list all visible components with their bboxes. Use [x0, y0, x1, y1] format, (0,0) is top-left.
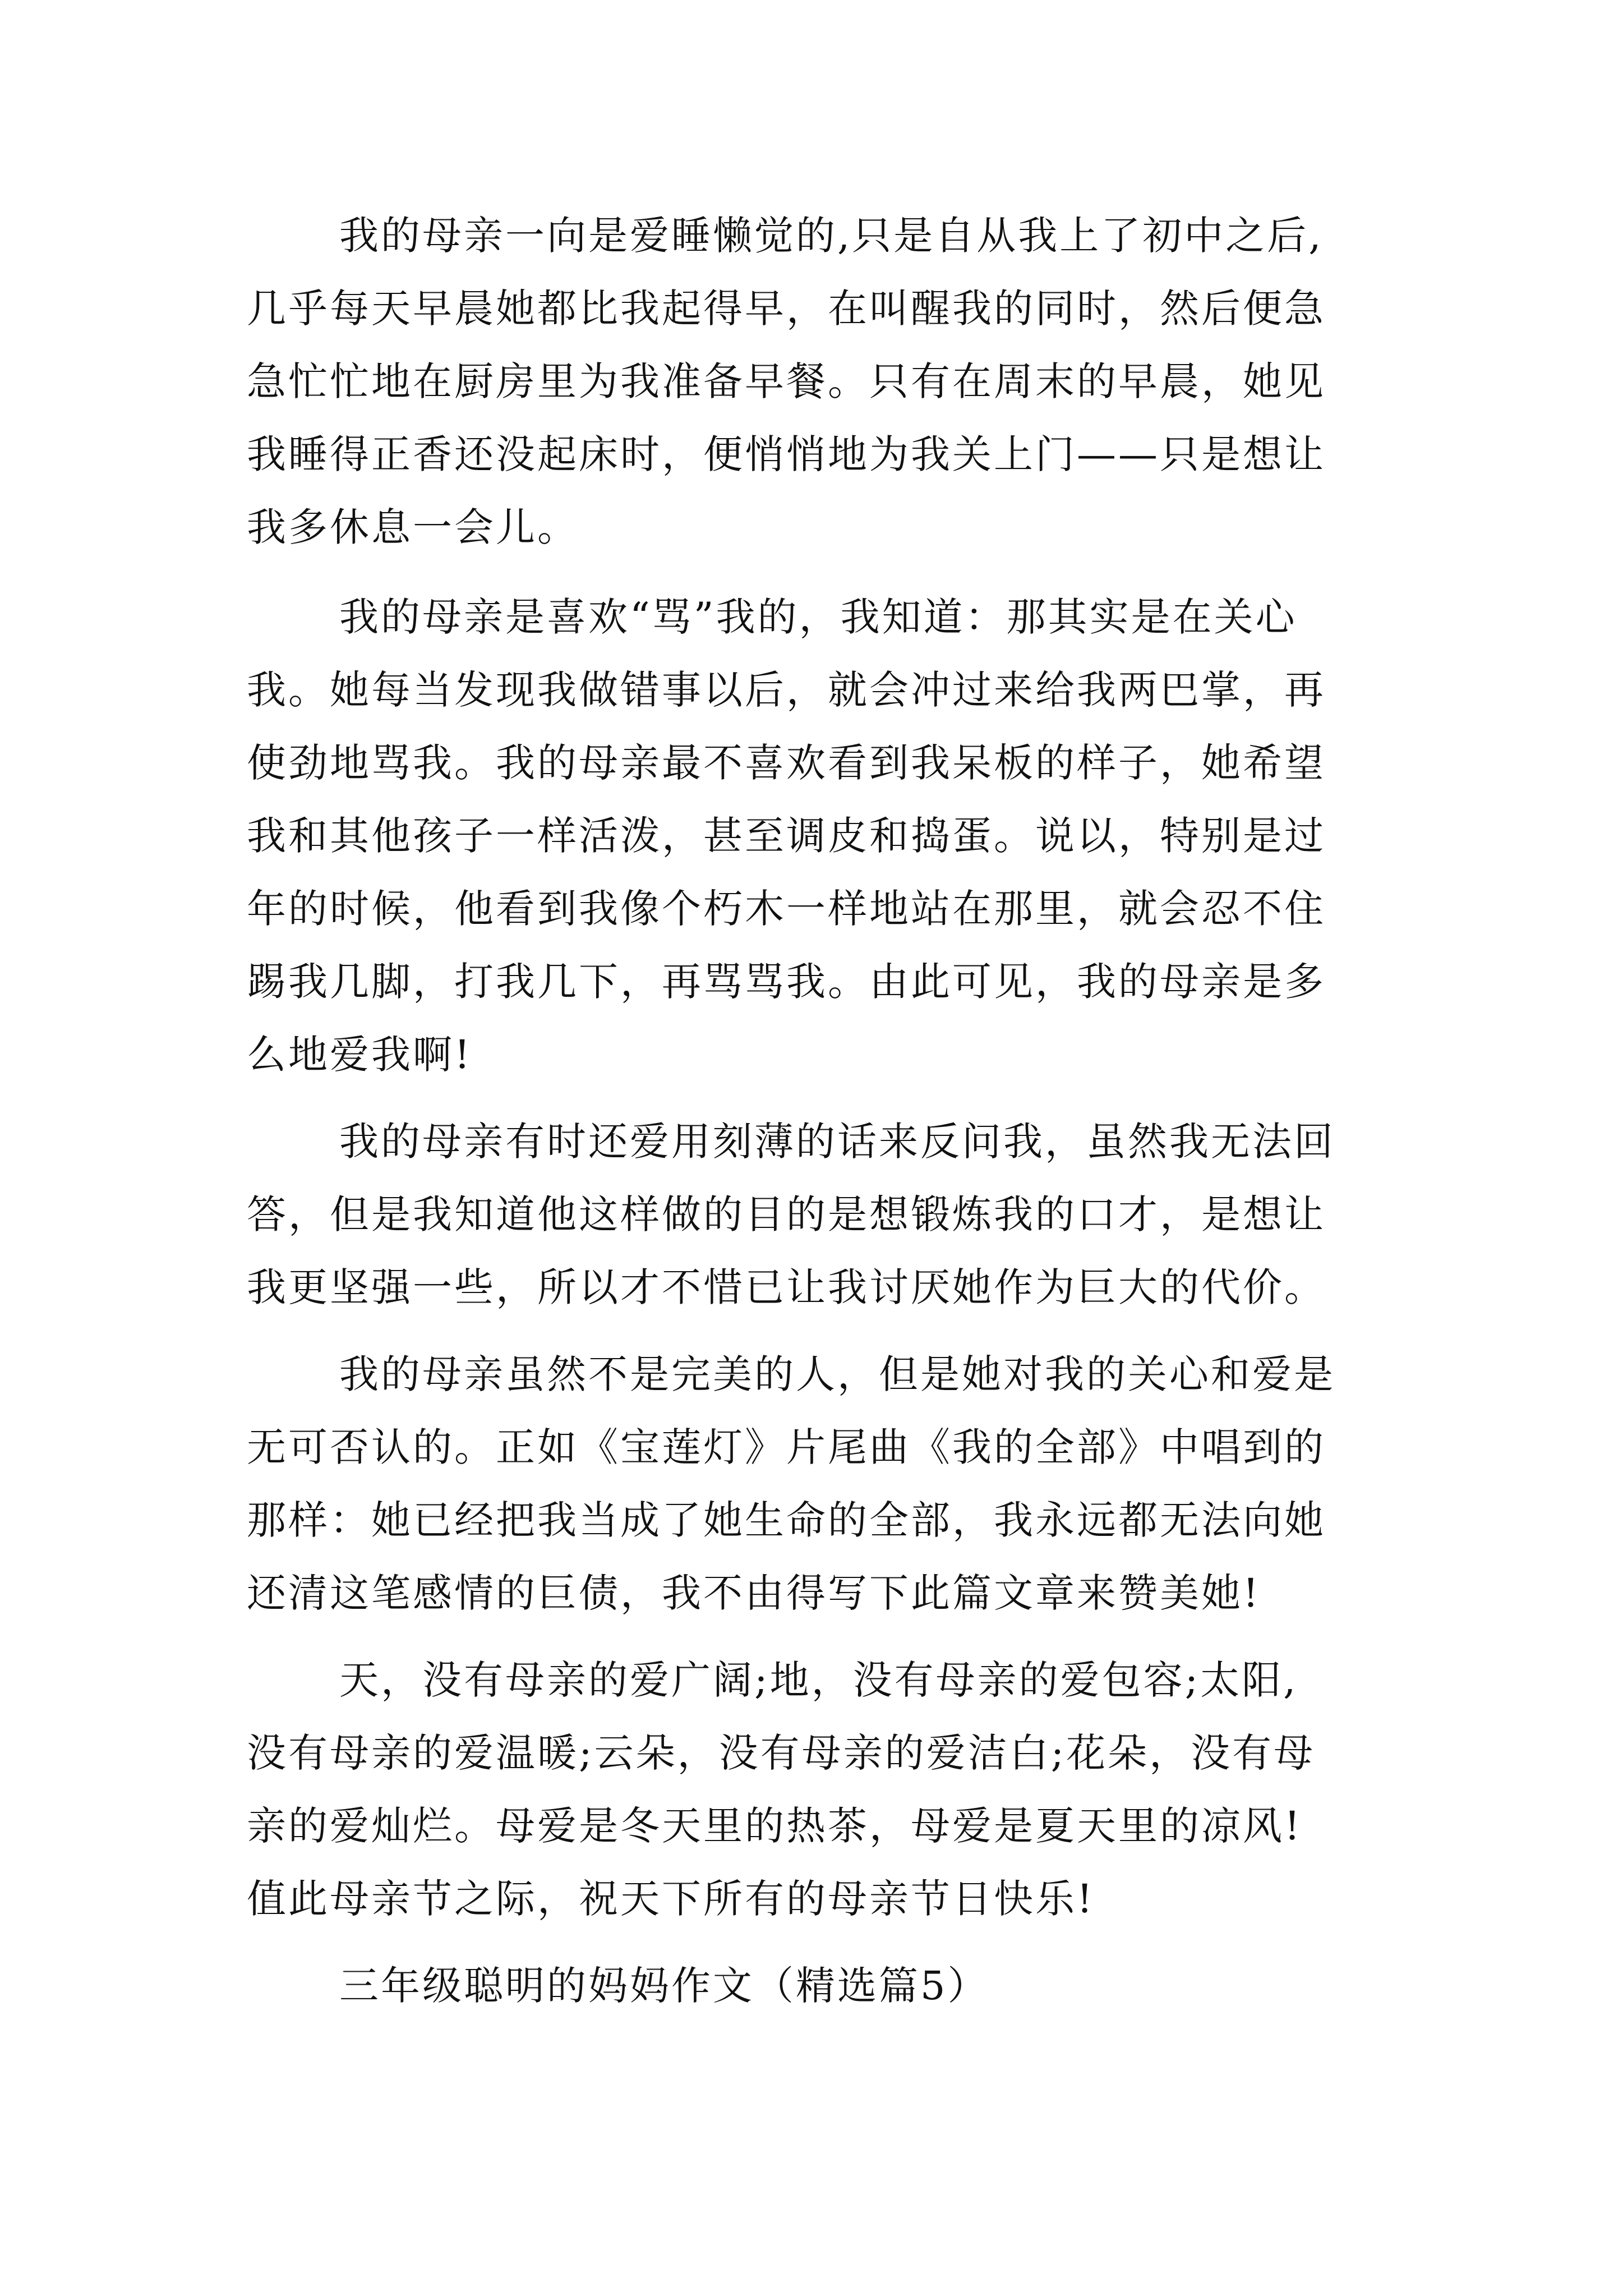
paragraph-2-line-6: 踢我几脚，打我几下，再骂骂我。由此可见，我的母亲是多: [247, 959, 1326, 1005]
paragraph-4-line-1: 我的母亲虽然不是完美的人，但是她对我的关心和爱是: [339, 1351, 1335, 1397]
paragraph-3-line-2: 答，但是我知道他这样做的目的是想锻炼我的口才，是想让: [247, 1191, 1326, 1237]
paragraph-4-line-4: 还清这笔感情的巨债，我不由得写下此篇文章来赞美她!: [247, 1570, 1261, 1616]
paragraph-2-line-4: 我和其他孩子一样活泼，甚至调皮和捣蛋。说以，特别是过: [247, 813, 1326, 859]
paragraph-1-line-4: 我睡得正香还没起床时，便悄悄地为我关上门——只是想让: [247, 431, 1326, 477]
paragraph-1-line-2: 几乎每天早晨她都比我起得早，在叫醒我的同时，然后便急: [247, 286, 1326, 332]
paragraph-4-line-2: 无可否认的。正如《宝莲灯》片尾曲《我的全部》中唱到的: [247, 1424, 1326, 1470]
paragraph-2-line-3: 使劲地骂我。我的母亲最不喜欢看到我呆板的样子，她希望: [247, 740, 1326, 786]
paragraph-3-line-3: 我更坚强一些，所以才不惜已让我讨厌她作为巨大的代价。: [247, 1264, 1326, 1310]
paragraph-5-line-2: 没有母亲的爱温暖;云朵，没有母亲的爱洁白;花朵，没有母: [247, 1730, 1316, 1776]
paragraph-5-line-4: 值此母亲节之际，祝天下所有的母亲节日快乐!: [247, 1876, 1095, 1922]
paragraph-1-line-3: 急忙忙地在厨房里为我准备早餐。只有在周末的早晨，她见: [247, 358, 1326, 404]
paragraph-1-line-5: 我多休息一会儿。: [247, 504, 579, 550]
paragraph-2-line-7: 么地爱我啊!: [247, 1032, 473, 1078]
paragraph-2-line-1: 我的母亲是喜欢“骂”我的，我知道：那其实是在关心: [339, 594, 1297, 640]
paragraph-2-line-5: 年的时候，他看到我像个朽木一样地站在那里，就会忍不住: [247, 886, 1326, 932]
paragraph-2-line-2: 我。她每当发现我做错事以后，就会冲过来给我两巴掌，再: [247, 667, 1326, 713]
paragraph-5-line-1: 天，没有母亲的爱广阔;地，没有母亲的爱包容;太阳,: [339, 1657, 1298, 1703]
paragraph-3-line-1: 我的母亲有时还爱用刻薄的话来反问我，虽然我无法回: [339, 1119, 1335, 1165]
section-heading: 三年级聪明的妈妈作文（精选篇5）: [339, 1963, 989, 2009]
paragraph-5-line-3: 亲的爱灿烂。母爱是冬天里的热茶，母爱是夏天里的凉风!: [247, 1803, 1303, 1849]
paragraph-4-line-3: 那样：她已经把我当成了她生命的全部，我永远都无法向她: [247, 1497, 1326, 1543]
paragraph-1-line-1: 我的母亲一向是爱睡懒觉的,只是自从我上了初中之后,: [339, 213, 1324, 259]
